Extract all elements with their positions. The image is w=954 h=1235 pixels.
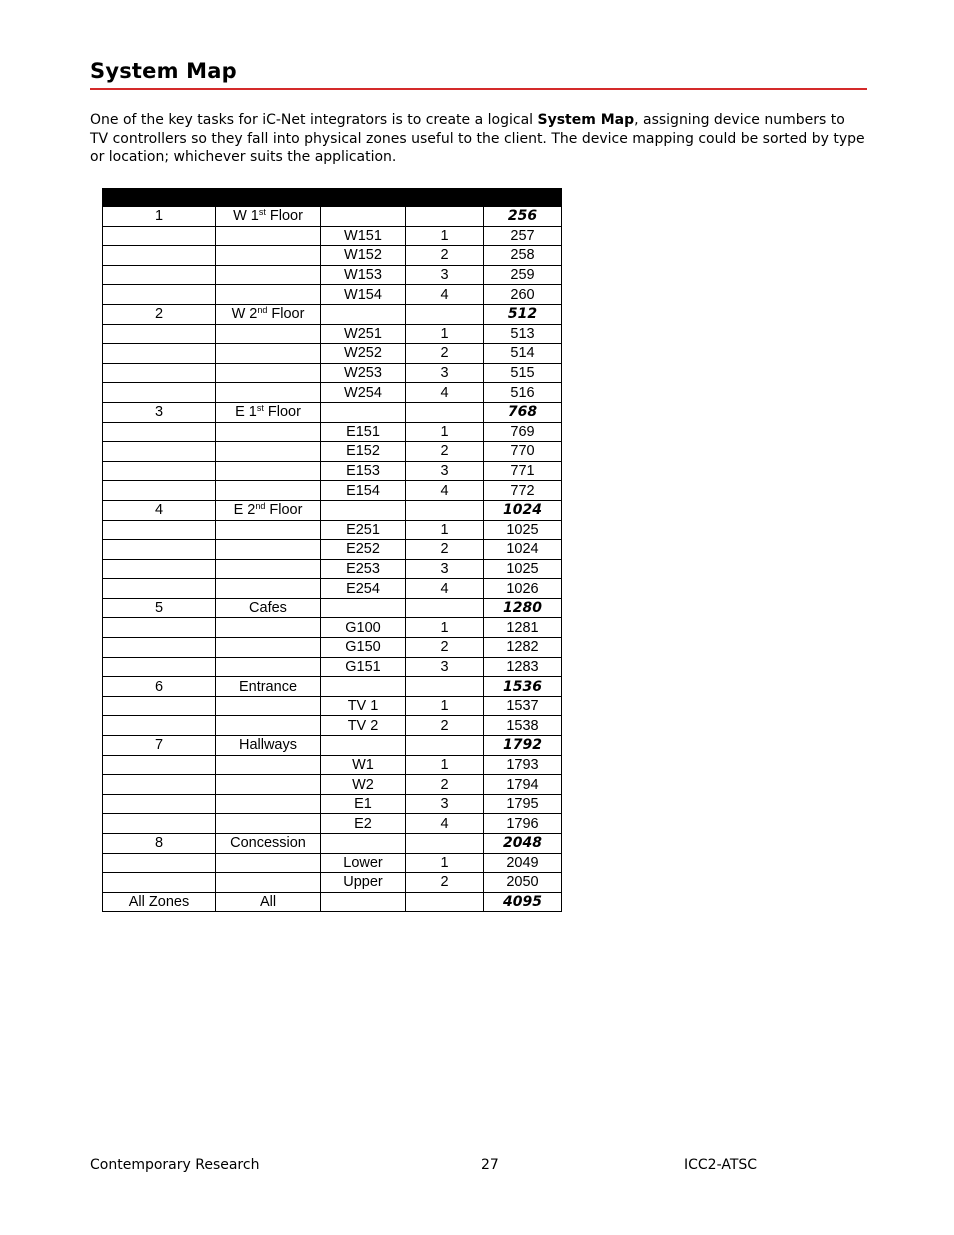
- cell-address: 2050: [484, 873, 562, 893]
- cell-device: E153: [321, 461, 406, 481]
- cell-address: 768: [484, 402, 562, 422]
- cell-device: W1: [321, 755, 406, 775]
- cell-unit: 1: [406, 520, 484, 540]
- device-row: [103, 265, 562, 285]
- zone-name-text: W 2: [231, 306, 258, 323]
- cell-device: W151: [321, 226, 406, 246]
- table-body: [103, 207, 562, 912]
- cell-zone: [103, 344, 216, 364]
- cell-unit: 2: [406, 716, 484, 736]
- zone-name-suffix: Floor: [265, 502, 303, 519]
- zone-name-text: E 1: [235, 404, 257, 421]
- cell-unit: 1: [406, 618, 484, 638]
- cell-address: 2049: [484, 853, 562, 873]
- cell-zone: [103, 324, 216, 344]
- cell-name: [216, 657, 321, 677]
- cell-address: 772: [484, 481, 562, 501]
- footer-doc-id: ICC2-ATSC: [684, 1157, 758, 1173]
- cell-zone: [103, 853, 216, 873]
- header-name: [216, 189, 321, 207]
- cell-zone: 1: [103, 207, 216, 227]
- cell-name: [216, 402, 321, 422]
- cell-device: E251: [321, 520, 406, 540]
- cell-unit: 4: [406, 285, 484, 305]
- cell-unit: 2: [406, 638, 484, 658]
- cell-name: [216, 461, 321, 481]
- cell-device: G100: [321, 618, 406, 638]
- cell-address: 1281: [484, 618, 562, 638]
- cell-address: 515: [484, 363, 562, 383]
- cell-unit: 2: [406, 775, 484, 795]
- cell-zone: [103, 657, 216, 677]
- cell-address: 516: [484, 383, 562, 403]
- device-row: [103, 638, 562, 658]
- cell-device: G151: [321, 657, 406, 677]
- cell-device: TV 1: [321, 696, 406, 716]
- device-row: [103, 246, 562, 266]
- device-row: [103, 657, 562, 677]
- cell-address: 1792: [484, 736, 562, 756]
- cell-device: [321, 207, 406, 227]
- cell-device: W251: [321, 324, 406, 344]
- cell-device: W252: [321, 344, 406, 364]
- cell-device: W2: [321, 775, 406, 795]
- cell-address: 1026: [484, 579, 562, 599]
- intro-text-start: One of the key tasks for iC-Net integrators is to create a logical: [90, 112, 538, 128]
- cell-address: 1794: [484, 775, 562, 795]
- cell-name: [216, 226, 321, 246]
- device-row: [103, 540, 562, 560]
- cell-device: [321, 736, 406, 756]
- cell-unit: 3: [406, 657, 484, 677]
- cell-zone: [103, 716, 216, 736]
- cell-zone: [103, 579, 216, 599]
- cell-device: W254: [321, 383, 406, 403]
- footer-page-number: 27: [481, 1157, 499, 1173]
- cell-device: [321, 402, 406, 422]
- cell-address: 1538: [484, 716, 562, 736]
- cell-name: [216, 755, 321, 775]
- cell-device: [321, 500, 406, 520]
- zone-row: [103, 304, 562, 324]
- cell-zone: [103, 540, 216, 560]
- cell-name: [216, 638, 321, 658]
- device-row: [103, 755, 562, 775]
- zone-row: [103, 834, 562, 854]
- cell-unit: 3: [406, 559, 484, 579]
- cell-address: 514: [484, 344, 562, 364]
- cell-name: [216, 559, 321, 579]
- cell-name: [216, 207, 321, 227]
- zone-name-suffix: Floor: [263, 404, 301, 421]
- cell-name: Entrance: [216, 677, 321, 697]
- cell-unit: [406, 207, 484, 227]
- cell-zone: [103, 285, 216, 305]
- cell-address: 1280: [484, 598, 562, 618]
- cell-zone: All Zones: [103, 892, 216, 912]
- zone-name-suffix: Floor: [267, 306, 305, 323]
- cell-device: G150: [321, 638, 406, 658]
- cell-address: 1024: [484, 540, 562, 560]
- cell-address: 4095: [484, 892, 562, 912]
- cell-unit: 2: [406, 344, 484, 364]
- cell-unit: 1: [406, 226, 484, 246]
- zone-row: [103, 677, 562, 697]
- cell-device: W152: [321, 246, 406, 266]
- cell-zone: [103, 638, 216, 658]
- cell-address: 512: [484, 304, 562, 324]
- cell-address: 256: [484, 207, 562, 227]
- cell-device: W154: [321, 285, 406, 305]
- cell-name: [216, 246, 321, 266]
- cell-unit: [406, 677, 484, 697]
- cell-device: E1: [321, 794, 406, 814]
- device-row: [103, 226, 562, 246]
- cell-name: Cafes: [216, 598, 321, 618]
- cell-address: 259: [484, 265, 562, 285]
- cell-name: [216, 696, 321, 716]
- cell-unit: 4: [406, 814, 484, 834]
- footer-company: Contemporary Research: [90, 1157, 260, 1173]
- cell-zone: [103, 520, 216, 540]
- cell-unit: 3: [406, 461, 484, 481]
- cell-unit: [406, 598, 484, 618]
- cell-zone: [103, 265, 216, 285]
- device-row: [103, 422, 562, 442]
- device-row: [103, 559, 562, 579]
- cell-address: 1283: [484, 657, 562, 677]
- cell-unit: [406, 402, 484, 422]
- cell-device: Lower: [321, 853, 406, 873]
- header-zone: [103, 189, 216, 207]
- cell-zone: [103, 814, 216, 834]
- device-row: [103, 461, 562, 481]
- zone-row: [103, 736, 562, 756]
- cell-unit: 1: [406, 755, 484, 775]
- cell-device: E151: [321, 422, 406, 442]
- intro-text-bold: System Map: [537, 112, 635, 128]
- table-header-row: [103, 189, 562, 207]
- cell-name: [216, 344, 321, 364]
- cell-unit: 4: [406, 383, 484, 403]
- cell-address: 769: [484, 422, 562, 442]
- cell-unit: [406, 500, 484, 520]
- cell-unit: 4: [406, 481, 484, 501]
- cell-name: [216, 304, 321, 324]
- cell-name: [216, 540, 321, 560]
- cell-address: 260: [484, 285, 562, 305]
- cell-name: [216, 716, 321, 736]
- cell-address: 1025: [484, 520, 562, 540]
- zone-name-suffix: Floor: [265, 208, 303, 225]
- cell-device: E152: [321, 442, 406, 462]
- cell-unit: 2: [406, 873, 484, 893]
- device-row: [103, 324, 562, 344]
- cell-unit: [406, 834, 484, 854]
- header-address: [484, 189, 562, 207]
- zone-row: [103, 892, 562, 912]
- zone-name-text: W 1: [233, 208, 259, 225]
- cell-name: [216, 500, 321, 520]
- device-row: [103, 344, 562, 364]
- cell-unit: 1: [406, 853, 484, 873]
- cell-zone: [103, 383, 216, 403]
- intro-paragraph: [90, 111, 865, 167]
- cell-address: 1795: [484, 794, 562, 814]
- cell-name: Concession: [216, 834, 321, 854]
- cell-device: [321, 598, 406, 618]
- cell-address: 513: [484, 324, 562, 344]
- page-title: System Map: [90, 59, 237, 83]
- cell-address: 1537: [484, 696, 562, 716]
- cell-unit: 3: [406, 265, 484, 285]
- zone-name-ordinal: nd: [255, 501, 266, 512]
- cell-address: 1024: [484, 500, 562, 520]
- cell-zone: 4: [103, 500, 216, 520]
- cell-zone: [103, 696, 216, 716]
- cell-unit: [406, 304, 484, 324]
- cell-device: [321, 677, 406, 697]
- cell-zone: [103, 422, 216, 442]
- cell-address: 1796: [484, 814, 562, 834]
- cell-zone: 6: [103, 677, 216, 697]
- cell-address: 1282: [484, 638, 562, 658]
- cell-name: [216, 853, 321, 873]
- cell-address: 257: [484, 226, 562, 246]
- device-row: [103, 873, 562, 893]
- device-row: [103, 520, 562, 540]
- cell-zone: [103, 873, 216, 893]
- cell-device: W253: [321, 363, 406, 383]
- header-unit: [406, 189, 484, 207]
- cell-unit: 1: [406, 422, 484, 442]
- cell-zone: [103, 442, 216, 462]
- system-map-table: [102, 188, 562, 912]
- cell-device: [321, 892, 406, 912]
- cell-unit: [406, 736, 484, 756]
- cell-zone: 2: [103, 304, 216, 324]
- cell-name: [216, 520, 321, 540]
- cell-device: [321, 304, 406, 324]
- zone-row: [103, 598, 562, 618]
- cell-zone: [103, 363, 216, 383]
- device-row: [103, 775, 562, 795]
- cell-device: W153: [321, 265, 406, 285]
- cell-address: 1536: [484, 677, 562, 697]
- device-row: [103, 853, 562, 873]
- cell-address: 1793: [484, 755, 562, 775]
- cell-name: [216, 383, 321, 403]
- cell-zone: [103, 794, 216, 814]
- cell-unit: 2: [406, 540, 484, 560]
- cell-device: TV 2: [321, 716, 406, 736]
- device-row: [103, 794, 562, 814]
- cell-name: Hallways: [216, 736, 321, 756]
- cell-unit: [406, 892, 484, 912]
- cell-name: [216, 422, 321, 442]
- cell-name: All: [216, 892, 321, 912]
- cell-zone: [103, 755, 216, 775]
- cell-address: 258: [484, 246, 562, 266]
- zone-row: [103, 402, 562, 422]
- zone-name-ordinal: st: [256, 403, 264, 414]
- title-divider: [90, 88, 867, 90]
- cell-unit: 1: [406, 324, 484, 344]
- cell-device: [321, 834, 406, 854]
- zone-name-ordinal: nd: [257, 305, 268, 316]
- cell-zone: [103, 775, 216, 795]
- cell-unit: 2: [406, 442, 484, 462]
- device-row: [103, 285, 562, 305]
- cell-zone: [103, 559, 216, 579]
- cell-address: 2048: [484, 834, 562, 854]
- cell-device: E154: [321, 481, 406, 501]
- cell-unit: 1: [406, 696, 484, 716]
- device-row: [103, 442, 562, 462]
- device-row: [103, 383, 562, 403]
- cell-address: 770: [484, 442, 562, 462]
- cell-device: Upper: [321, 873, 406, 893]
- cell-device: E2: [321, 814, 406, 834]
- cell-device: E253: [321, 559, 406, 579]
- cell-name: [216, 442, 321, 462]
- cell-zone: [103, 481, 216, 501]
- cell-address: 771: [484, 461, 562, 481]
- zone-name-ordinal: st: [258, 207, 266, 218]
- cell-unit: 2: [406, 246, 484, 266]
- cell-name: [216, 775, 321, 795]
- device-row: [103, 363, 562, 383]
- zone-name-text: E 2: [233, 502, 256, 519]
- zone-row: [103, 207, 562, 227]
- header-device: [321, 189, 406, 207]
- cell-name: [216, 481, 321, 501]
- device-row: [103, 814, 562, 834]
- cell-unit: 4: [406, 579, 484, 599]
- cell-address: 1025: [484, 559, 562, 579]
- cell-unit: 3: [406, 363, 484, 383]
- cell-zone: 3: [103, 402, 216, 422]
- cell-name: [216, 794, 321, 814]
- device-row: [103, 481, 562, 501]
- cell-name: [216, 265, 321, 285]
- intro-text-end: , assigning device numbers to TV controllers so they fall into physical zones useful to the client. The device mapping could be sorted by type or location; whichever suits the application.: [90, 112, 865, 165]
- device-row: [103, 696, 562, 716]
- cell-unit: 3: [406, 794, 484, 814]
- cell-name: [216, 285, 321, 305]
- cell-zone: [103, 618, 216, 638]
- cell-name: [216, 324, 321, 344]
- cell-device: E254: [321, 579, 406, 599]
- device-row: [103, 716, 562, 736]
- cell-name: [216, 873, 321, 893]
- cell-device: E252: [321, 540, 406, 560]
- cell-zone: [103, 246, 216, 266]
- cell-name: [216, 814, 321, 834]
- device-row: [103, 579, 562, 599]
- cell-zone: [103, 226, 216, 246]
- cell-zone: 7: [103, 736, 216, 756]
- cell-zone: [103, 461, 216, 481]
- cell-name: [216, 618, 321, 638]
- cell-name: [216, 579, 321, 599]
- zone-row: [103, 500, 562, 520]
- device-row: [103, 618, 562, 638]
- cell-zone: 5: [103, 598, 216, 618]
- cell-name: [216, 363, 321, 383]
- cell-zone: 8: [103, 834, 216, 854]
